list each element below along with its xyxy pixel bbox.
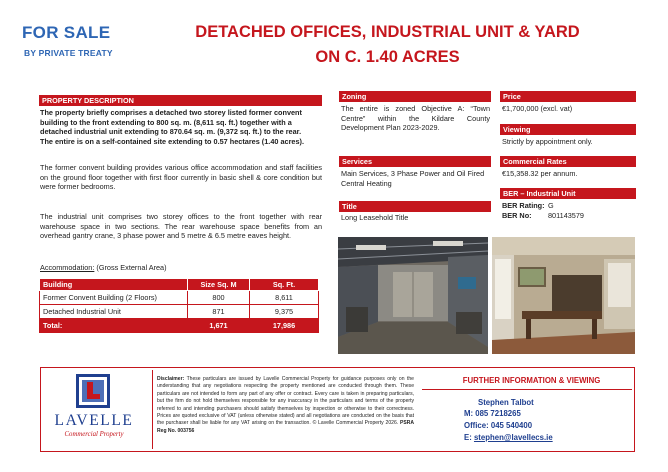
property-description-paragraph-1: The property briefly comprises a detached two storey listed former convent building to the front extending to 800 sq. m. (8,611 sq. ft.) together with a detached industrial unit extending to 870.64 sq. m. (9,372 sq. ft.) to the rear. The entire is on a self-contained site extending to 0.57 hectares (1.40 acres). — [40, 108, 304, 146]
column-header-sqm: Size Sq. M — [188, 279, 250, 291]
cell-sqft: 8,611 — [250, 291, 319, 305]
title-heading: Title — [339, 201, 491, 212]
headline-line-1: DETACHED OFFICES, INDUSTRIAL UNIT & YARD — [195, 23, 580, 41]
further-information-underline — [422, 389, 632, 390]
office-interior-photo — [492, 237, 635, 354]
lavelle-logo-icon — [76, 374, 110, 408]
cell-sqm: 871 — [188, 305, 250, 319]
column-header-sqft: Sq. Ft. — [250, 279, 319, 291]
disclaimer-text: Disclaimer: These particulars are issued by Lavelle Commercial Property for guidance purposes only on the understanding that any negotiations respecting the property mentioned are conducted through them. These particulars are not intended to form any part of any offer or contract. Every care is taken in preparing particulars, but the firm do not hold themselves responsible for any inaccuracy in the particulars and terms of the property referred to and intending purchasers should satisfy themselves by inspection or otherwise to their correctness. Prices are quoted exclusive of VAT (unless otherwise stated) and all negotiations are conducted on the basis that the purchaser shall be liable for any VAT arising on the transaction. © Lavelle Commercial Property 2026. PSRA Reg No. 003756 — [157, 376, 414, 434]
cell-building: Detached Industrial Unit — [40, 305, 188, 319]
services-text: Main Services, 3 Phase Power and Oil Fired Central Heating — [341, 169, 485, 188]
table-header-row — [40, 279, 319, 291]
price-text: €1,700,000 (excl. vat) — [502, 104, 573, 113]
table-row — [40, 291, 319, 305]
accommodation-table — [39, 278, 319, 333]
zoning-heading: Zoning — [339, 91, 491, 102]
sale-status: FOR SALE — [22, 23, 111, 42]
contact-email: E: stephen@lavellecs.ie — [464, 433, 553, 442]
further-information-heading: FURTHER INFORMATION & VIEWING — [462, 376, 601, 385]
cell-sqm: 800 — [188, 291, 250, 305]
cell-total-sqm: 1,671 — [188, 319, 250, 333]
headline-line-2: ON C. 1.40 ACRES — [315, 48, 460, 66]
accommodation-label: Accommodation: (Gross External Area) — [40, 263, 167, 272]
ber-heading: BER – Industrial Unit — [500, 188, 636, 199]
viewing-text: Strictly by appointment only. — [502, 137, 593, 146]
page-headline — [190, 20, 585, 70]
price-heading: Price — [500, 91, 636, 102]
ber-rating: BER Rating: G — [502, 201, 554, 210]
property-description-paragraph-2: The former convent building provides various office accommodation and staff facilities on the ground floor together with first floor currently in basic shell & core condition but were former bedrooms. — [40, 163, 322, 192]
table-row — [40, 305, 319, 319]
logo-name: LAVELLE — [54, 412, 134, 429]
viewing-heading: Viewing — [500, 124, 636, 135]
ber-number: BER No: 801143579 — [502, 211, 584, 220]
title-text: Long Leasehold Title — [341, 213, 409, 222]
zoning-text: The entire is zoned Objective A: “Town Centre” within the Kildare County Development Plan 2023-2029. — [341, 104, 490, 133]
cell-total-label: Total: — [40, 319, 188, 333]
commercial-rates-heading: Commercial Rates — [500, 156, 636, 167]
cell-building: Former Convent Building (2 Floors) — [40, 291, 188, 305]
contact-email-link[interactable]: stephen@lavellecs.ie — [473, 433, 553, 442]
commercial-rates-text: €15,358.32 per annum. — [502, 169, 578, 178]
contact-name: Stephen Talbot — [478, 398, 534, 407]
logo-tagline: Commercial Property — [64, 431, 124, 438]
sale-method: BY PRIVATE TREATY — [24, 48, 113, 58]
cell-sqft: 9,375 — [250, 305, 319, 319]
table-total-row — [40, 319, 319, 333]
warehouse-photo — [338, 237, 488, 354]
contact-office: Office: 045 540400 — [464, 421, 533, 430]
column-header-building: Building — [40, 279, 188, 291]
footer-divider — [152, 370, 153, 449]
property-description-paragraph-3: The industrial unit comprises two storey offices to the front together with rear warehouse space in two sections. The rear warehouse space benefits from an overhead gantry crane, 3 phase power and 5 metre & 6.5 metre eaves height. — [40, 212, 322, 241]
cell-total-sqft: 17,986 — [250, 319, 319, 333]
contact-mobile: M: 085 7218265 — [464, 409, 521, 418]
property-description-heading: PROPERTY DESCRIPTION — [39, 95, 322, 106]
services-heading: Services — [339, 156, 491, 167]
